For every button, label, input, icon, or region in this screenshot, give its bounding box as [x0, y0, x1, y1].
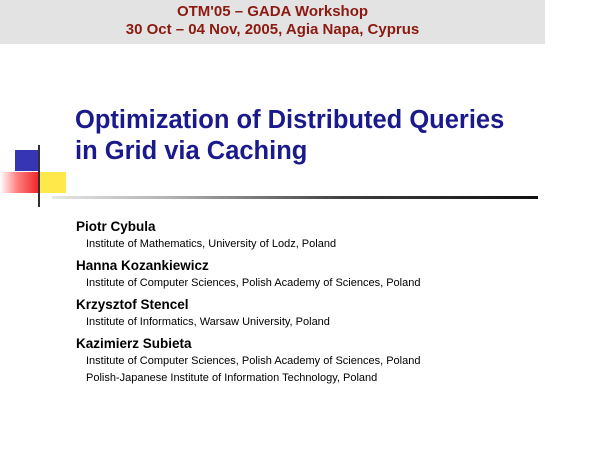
author-block	[76, 218, 576, 253]
slide-title	[75, 105, 575, 167]
author-affiliation: Institute of Computer Sciences, Polish Academy of Sciences, Poland	[86, 277, 421, 289]
workshop-dates-location: 30 Oct – 04 Nov, 2005, Agia Napa, Cyprus	[125, 21, 420, 38]
decor-vertical-line	[38, 145, 40, 207]
author-name: Kazimierz Subieta	[76, 336, 192, 351]
decor-red-gradient-bar	[0, 172, 38, 193]
workshop-name: OTM'05 – GADA Workshop	[176, 3, 369, 20]
author-block	[76, 335, 576, 387]
author-affiliation: Institute of Informatics, Warsaw University, Poland	[86, 316, 330, 328]
slide-title-line-1: Optimization of Distributed Queries	[75, 106, 505, 134]
decor-yellow-square	[40, 172, 66, 193]
header-band	[0, 0, 545, 44]
author-name: Krzysztof Stencel	[76, 297, 189, 312]
author-block	[76, 257, 576, 292]
author-name: Hanna Kozankiewicz	[76, 258, 209, 273]
author-affiliation: Polish-Japanese Institute of Information Technology, Poland	[86, 372, 378, 384]
slide-title-line-2: in Grid via Caching	[75, 137, 308, 165]
title-divider	[52, 196, 538, 199]
author-affiliation: Institute of Computer Sciences, Polish Academy of Sciences, Poland	[86, 355, 421, 367]
author-block	[76, 296, 576, 331]
author-name: Piotr Cybula	[76, 219, 156, 234]
decor-blue-square	[15, 150, 38, 171]
author-affiliation: Institute of Mathematics, University of Lodz, Poland	[86, 238, 337, 250]
author-list	[76, 218, 576, 391]
